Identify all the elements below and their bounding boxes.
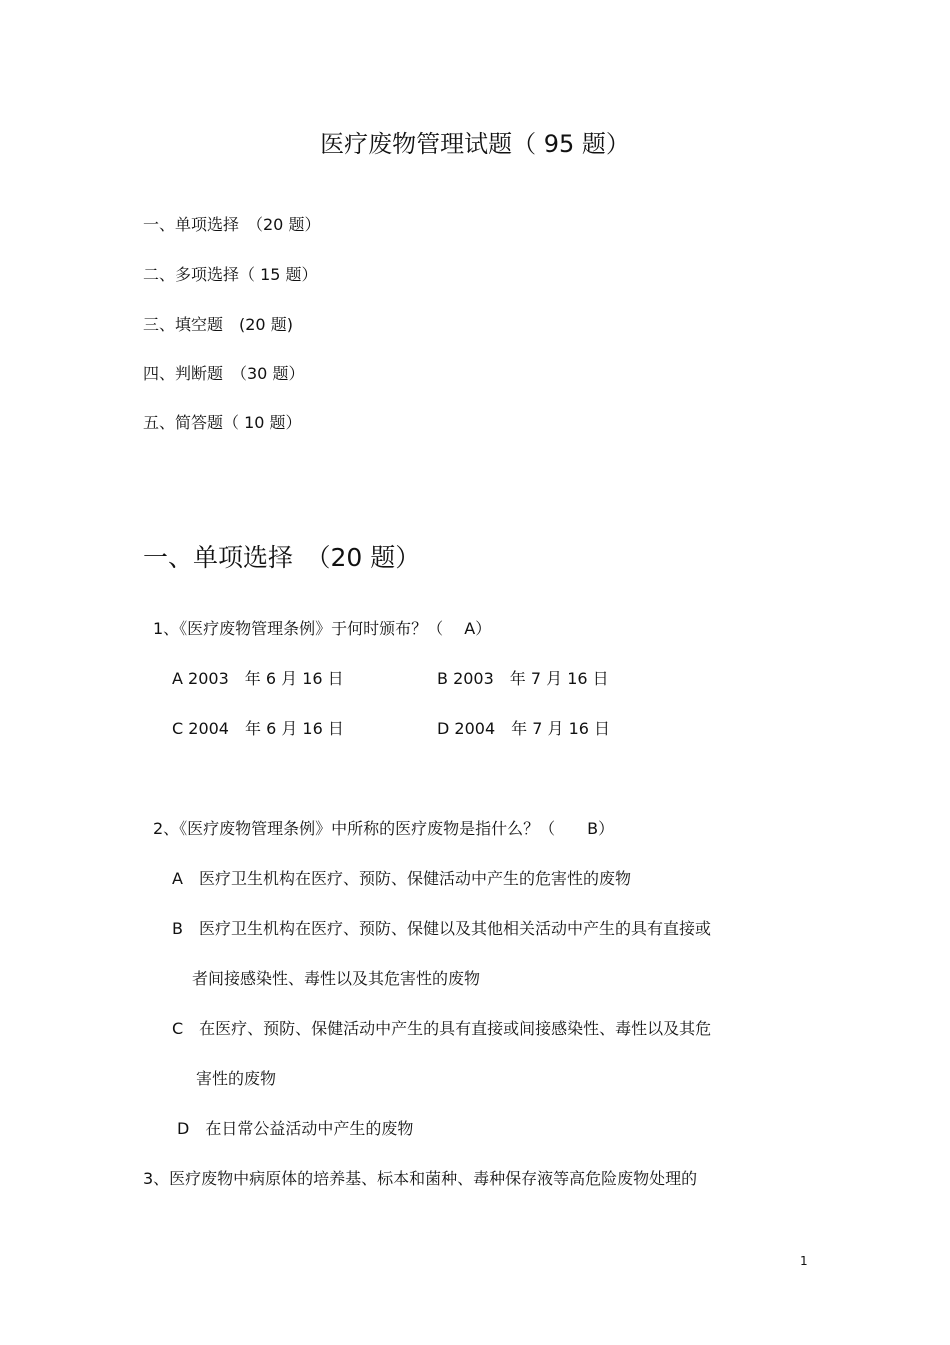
toc-item-multiple-choice: 二、多项选择（ 15 题） [143, 265, 318, 284]
question-2-option-d: D 在日常公益活动中产生的废物 [177, 1119, 414, 1138]
question-2: 2、《医疗废物管理条例》中所称的医疗废物是指什么？（ B） [153, 819, 615, 838]
question-1: 1、《医疗废物管理条例》于何时颁布？（ A） [153, 619, 492, 638]
question-2-option-a: A 医疗卫生机构在医疗、预防、保健活动中产生的危害性的废物 [172, 869, 631, 888]
question-1-option-c: C 2004 年 6 月 16 日 [172, 719, 344, 738]
question-2-option-b: B 医疗卫生机构在医疗、预防、保健以及其他相关活动中产生的具有直接或 [172, 919, 711, 938]
toc-item-single-choice: 一、单项选择 （20 题） [143, 215, 321, 234]
question-1-option-d: D 2004 年 7 月 16 日 [437, 719, 611, 738]
question-2-option-b-cont: 者间接感染性、毒性以及其危害性的废物 [192, 969, 481, 988]
question-1-option-a: A 2003 年 6 月 16 日 [172, 669, 344, 688]
question-3: 3、医疗废物中病原体的培养基、标本和菌种、毒种保存液等高危险废物处理的 [143, 1169, 698, 1188]
toc-item-short-answer: 五、简答题（ 10 题） [143, 413, 302, 432]
question-1-option-b: B 2003 年 7 月 16 日 [437, 669, 609, 688]
toc-item-fill-blank: 三、填空题 (20 题) [143, 315, 293, 334]
question-2-option-c-cont: 害性的废物 [196, 1069, 277, 1088]
section-heading: 一、单项选择 （20 题） [143, 543, 421, 572]
page-number: 1 [800, 1254, 808, 1268]
question-2-option-c: C 在医疗、预防、保健活动中产生的具有直接或间接感染性、毒性以及其危 [172, 1019, 712, 1038]
toc-item-true-false: 四、判断题 （30 题） [143, 364, 305, 383]
page-title: 医疗废物管理试题（ 95 题） [320, 130, 630, 158]
